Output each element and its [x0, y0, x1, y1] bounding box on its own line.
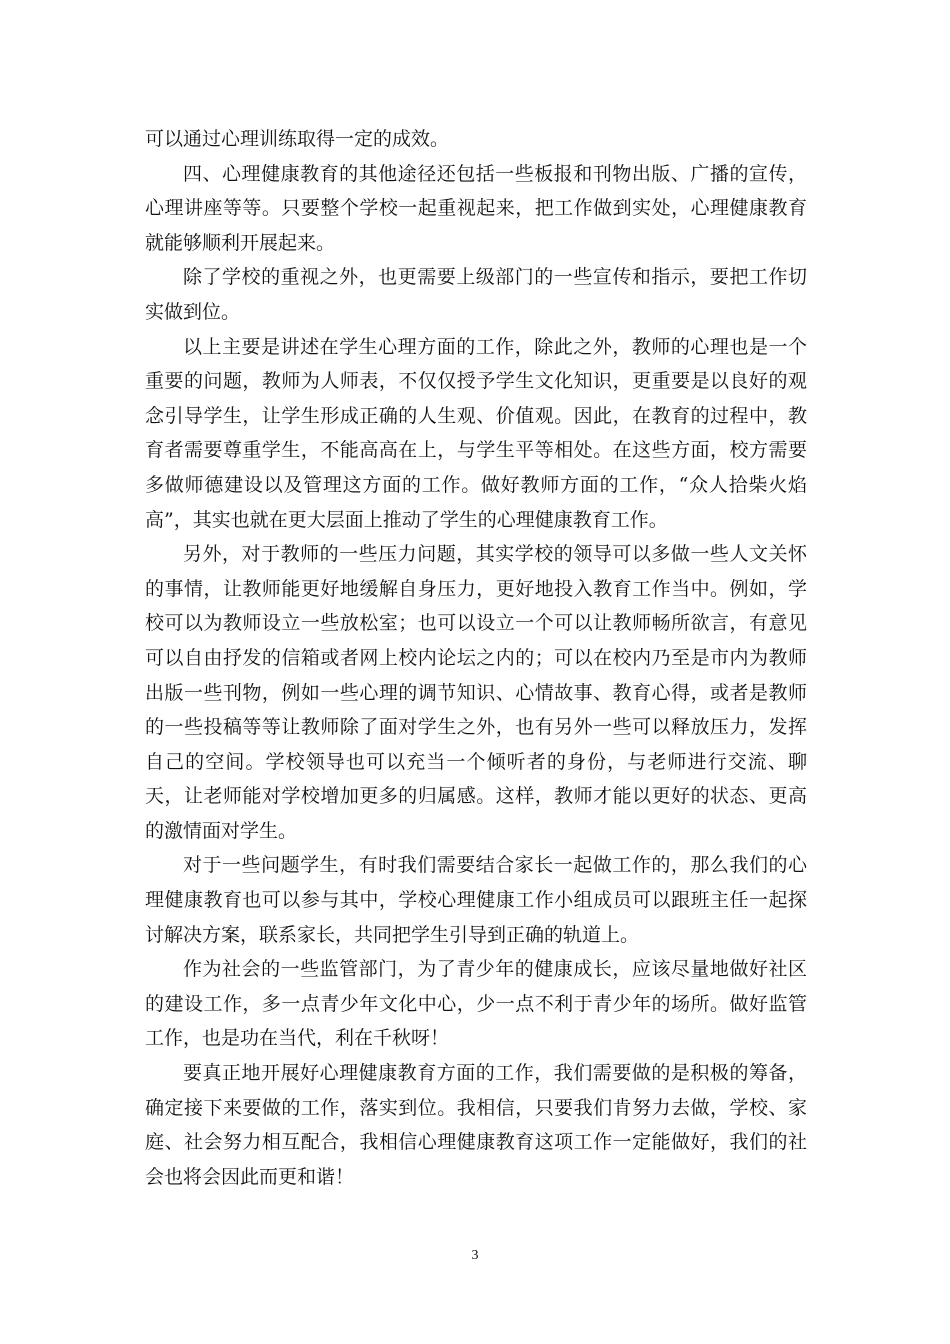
- paragraph-teacher-pressure: 另外，对于教师的一些压力问题，其实学校的领导可以多做一些人文关怀的事情，让教师能更好地缓解自身压力，更好地投入教育工作当中。例如，学校可以为教师设立一些放松室；也可以设立一个可以让教师畅所欲言，有意见可以自由抒发的信箱或者网上校内论坛之内的；可以在校内乃至是市内为教师出版一些刊物，例如一些心理的调节知识、心情故事、教育心得，或者是教师的一些投稿等等让教师除了面对学生之外，也有另外一些可以释放压力，发挥自己的空间。学校领导也可以充当一个倾听者的身份，与老师进行交流、聊天，让老师能对学校增加更多的归属感。这样，教师才能以更好的状态、更高的激情面对学生。: [145, 543, 807, 842]
- paragraph-higher-authorities: 除了学校的重视之外，也更需要上级部门的一些宣传和指示，要把工作切实做到位。: [145, 266, 807, 323]
- paragraph-teacher-psychology: 以上主要是讲述在学生心理方面的工作，除此之外，教师的心理也是一个重要的问题，教师为人师表，不仅仅授予学生文化知识，更重要是以良好的观念引导学生，让学生形成正确的人生观、价值观。因此，在教育的过程中，教育者需要尊重学生，不能高高在上，与学生平等相处。在这些方面，校方需要多做师德建设以及管理这方面的工作。做好教师方面的工作，“众人拾柴火焰高”，其实也就在更大层面上推动了学生的心理健康教育工作。: [145, 335, 807, 531]
- page-number: 3: [471, 1248, 479, 1263]
- paragraph-supervision-departments: 作为社会的一些监管部门，为了青少年的健康成长，应该尽量地做好社区的建设工作，多一点青少年文化中心，少一点不利于青少年的场所。做好监管工作，也是功在当代，利在千秋呀！: [145, 958, 807, 1050]
- paragraph-continuation: 可以通过心理训练取得一定的成效。: [145, 128, 450, 150]
- document-body: [145, 122, 807, 1194]
- paragraph-other-approaches: 四、心理健康教育的其他途径还包括一些板报和刊物出版、广播的宣传，心理讲座等等。只要整个学校一起重视起来，把工作做到实处，心理健康教育就能够顺利开展起来。: [145, 162, 807, 254]
- paragraph-conclusion: 要真正地开展好心理健康教育方面的工作，我们需要做的是积极的筹备，确定接下来要做的工作，落实到位。我相信，只要我们肯努力去做，学校、家庭、社会努力相互配合，我相信心理健康教育这项工作一定能做好，我们的社会也将会因此而更和谐！: [145, 1062, 807, 1188]
- paragraph-problem-students: 对于一些问题学生，有时我们需要结合家长一起做工作的，那么我们的心理健康教育也可以参与其中，学校心理健康工作小组成员可以跟班主任一起探讨解决方案，联系家长，共同把学生引导到正确的轨道上。: [145, 854, 807, 946]
